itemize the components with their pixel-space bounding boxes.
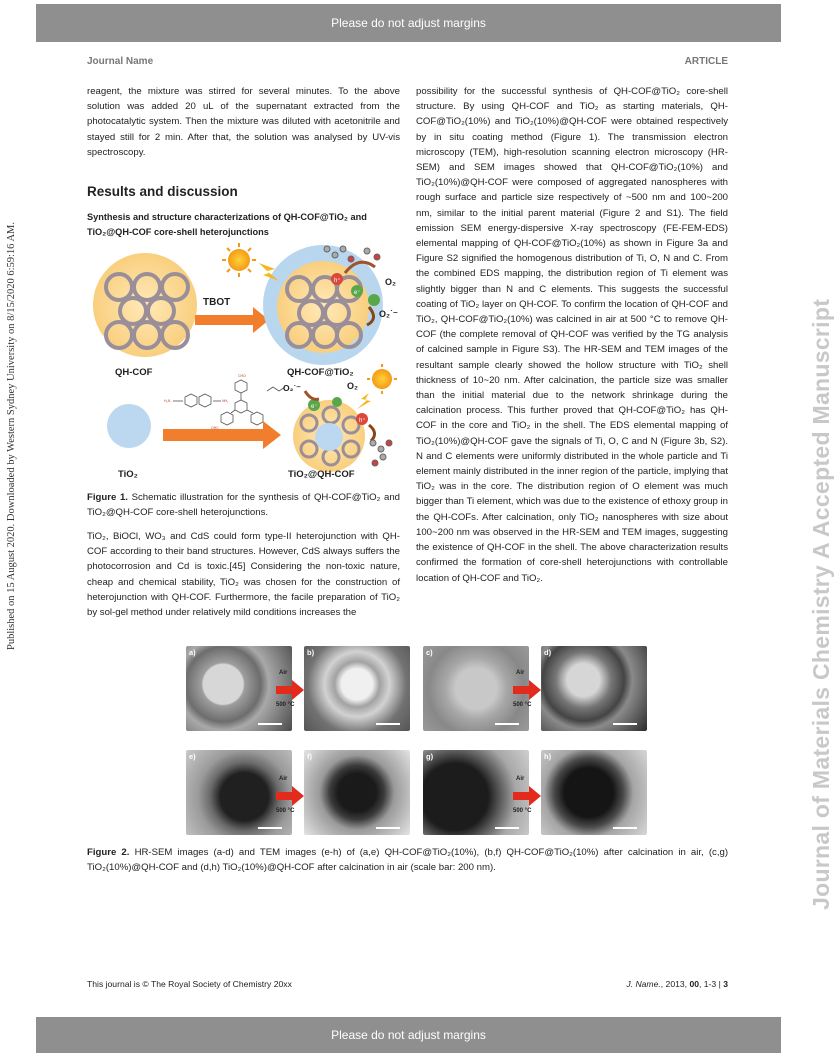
monomer-structures [173,380,285,425]
intro-text: reagent, the mixture was stirred for several minutes. To the above solution was added 20 uL of the supernatant extracted from the photocatalytic system. Then the mixture was diluted with acetonitrile and stayed still for 2 min. After that, the solution was analysed by UV-vis spectroscopy. [87,86,400,158]
top-margin-banner: Please do not adjust margins [36,4,781,42]
figure-1-schematic [87,243,400,483]
svg-text:O₂: O₂ [347,381,358,391]
right-column-text: possibility for the successful synthesis of QH-COF@TiO₂ core-shell structure. By using QH-COF and TiO₂ as starting materials, QH-COF@TiO₂(10%) and TiO₂(10%)@QH-COF were obtained respectively by in situ coating method (Figure 1). The transmission electron microscopy (TEM), high-resolution scanning electron microscopy (HR-SEM) and SEM images showed that QH-COF@TiO₂(10%) and TiO₂(10%)@QH-COF were composed of aggregated nanospheres with rough surface and particle size respectively of ~500 nm and 100~200 nm, similar to the initial parent material (Figure 2 and S1). The field emission SEM energy-dispersive X-ray spectroscopy (FE-FEM-EDS) elemental mapping of QH-COF@TiO₂(10%) as shown in Figure 3a and Figure S2 signified the homogenous distribution of Ti, O, N and C. From the combined EDS mapping, the distribution region of Ti element was slightly bigger than N and C elements. This suggests the successful coating of TiO₂ layer on QH-COF. To confirm the location of QH-COF and TiO₂, QH-COF@TiO₂(10%) was calcined in air at 500 °C to remove QH-COF (the complete removal of QH-COF was verified by the TG analysis of calcined sample in Figure S3). The HR-SEM and TEM images of the resultant sample clearly showed the hollow structure with TiO₂ shell thickness of 10~20 nm. After calcination, the particle size was smaller than the initial material due to the network shrinkage during the calcination process. This further proved that QH-COF@TiO₂ has QH-COF in the core and TiO₂ in the shell. The EDS elemental mapping of TiO₂(10%)@QH-COF gave the signals of Ti, O, C and N (Figure 3b, S2). N and C elements were uniformly distributed in the whole particle and Ti element mainly distributed in the inner region of the particle, implying that TiO₂ was in the core. The distribution region of O element was much bigger than Ti element, which was due to the existence of ethoxy group in the QH-COFs. After calcination, only TiO₂ nanospheres with size about 100~200 nm was observed in the HR-SEM and TEM images, suggesting the existence of QH-COF in the shell. The above characterization results confirmed the formation of core-shell heterojunctions with controllable location of QH-COF and TiO₂. [416,86,728,584]
svg-text:OHC: OHC [211,426,219,430]
tio2-qh-cof-label: TiO₂@QH-COF [288,469,355,480]
publication-notice: Published on 15 August 2020. Downloaded by Western Sydney University on 8/15/2020 6:59:16 AM. [6,222,17,650]
tem-panel-f: f) [304,750,410,835]
calcination-arrow-2: Air 500 °C [513,670,541,710]
sun-icon-bottom [367,364,397,394]
svg-text:h⁺: h⁺ [359,418,366,424]
svg-text:h⁺: h⁺ [334,278,341,284]
sem-panel-a: a) [186,646,292,731]
sol-gel-arrow [163,421,281,449]
calcination-arrow-1: Air 500 °C [276,670,304,710]
tem-panel-h: h) [541,750,647,835]
accepted-manuscript-watermark: Journal of Materials Chemistry A Accepted Manuscript [808,298,834,910]
citation-footer: J. Name., 2013, 00, 1-3 | 3 [626,979,728,989]
copyright-footer: This journal is © The Royal Society of Chemistry 20xx [87,979,292,989]
tem-panel-g: g) [423,750,529,835]
calcination-arrow-3: Air 500 °C [276,776,304,816]
svg-text:O₂˙⁻: O₂˙⁻ [283,383,301,393]
bottom-margin-banner: Please do not adjust margins [36,1017,781,1053]
page-number: 3 [723,979,728,989]
svg-text:NH₂: NH₂ [222,399,229,403]
svg-text:CHO: CHO [238,374,246,378]
tem-panel-e: e) [186,750,292,835]
left-paragraph-2: TiO₂, BiOCl, WO₃ and CdS could form type-II heterojunction with QH-COF according to their band structures. However, CdS always suffers the photocorrosion and Cd is toxic.[45] Considering the non-toxic nature, cheap and chemical stability, TiO₂ was chosen for the construction of heterojunction with QH-COF. Furthermore, the facile preparation of TiO₂ by sol-gel method under relatively mild conditions increases the [87,531,400,619]
figure-1-svg [87,243,400,483]
tbot-label: TBOT [203,297,231,308]
tio2-particle [107,404,151,448]
figure-2-caption: Figure 2. HR-SEM images (a-d) and TEM images (e-h) of (a,e) QH-COF@TiO₂(10%), (b,f) QH-COF@TiO₂(10%) after calcination in air, (c,g) TiO₂(10%)@QH-COF and (d,h) TiO₂(10%)@QH-COF after calcination in air (scale bar: 200 nm). [87,847,729,874]
tbot-arrow [195,307,269,333]
journal-name-header: Journal Name [87,56,154,67]
svg-text:e⁻: e⁻ [354,290,361,296]
sun-icon-top [222,243,256,277]
calcination-arrow-4: Air 500 °C [513,776,541,816]
svg-text:H₂N: H₂N [164,399,171,403]
lightning-icon-bottom [357,393,371,409]
tio2-label: TiO₂ [118,469,138,480]
qh-cof-tio2-label: QH-COF@TiO₂ [287,367,354,378]
svg-text:O₂: O₂ [385,277,396,287]
qh-cof-label: QH-COF [115,367,153,378]
article-header: ARTICLE [684,56,728,67]
sem-panel-b: b) [304,646,410,731]
svg-text:e⁻: e⁻ [311,404,318,410]
left-intro-paragraph [87,84,400,160]
sem-panel-d: d) [541,646,647,731]
sem-panel-c: c) [423,646,529,731]
figure-1-caption: Figure 1. Schematic illustration for the synthesis of QH-COF@TiO₂ and TiO₂@QH-COF core-shell heterojunctions. [87,492,400,519]
section-heading: Results and discussion [87,184,238,199]
subsection-heading: Synthesis and structure characterizations of QH-COF@TiO₂ and TiO₂@QH-COF core-shell heterojunctions [87,212,367,237]
svg-text:O₂˙⁻: O₂˙⁻ [379,309,398,319]
